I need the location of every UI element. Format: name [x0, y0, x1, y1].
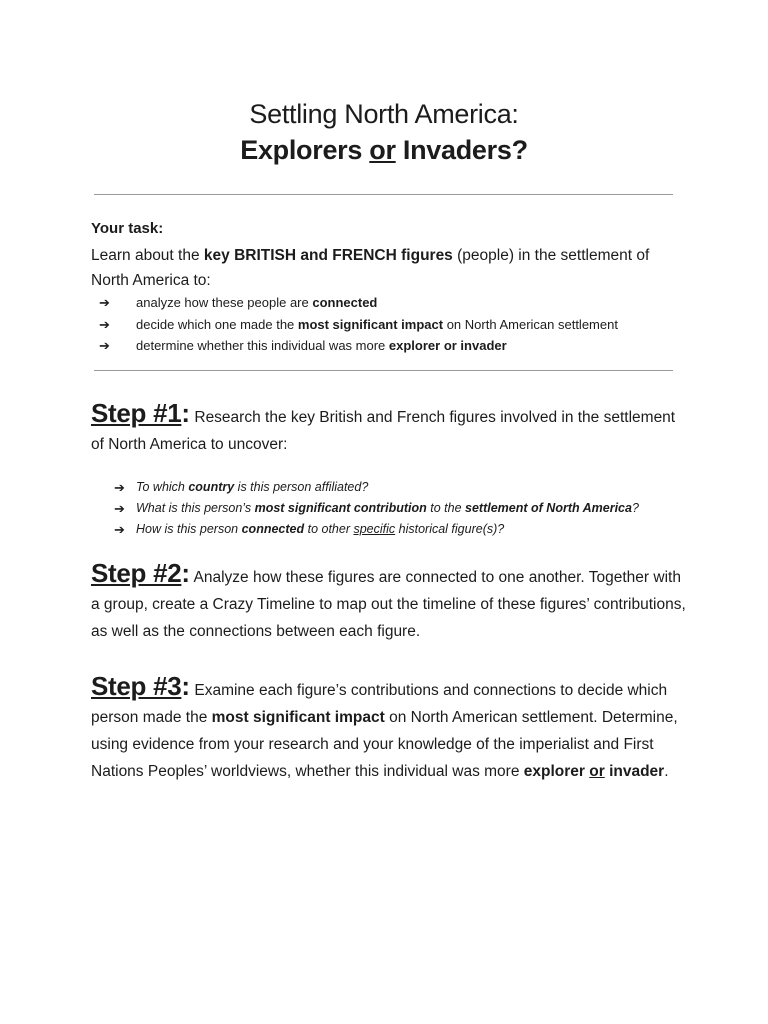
step-2: [91, 560, 691, 645]
step-1: [91, 400, 691, 458]
question-text: ?: [631, 501, 639, 515]
task-intro: [91, 243, 671, 293]
question-bold: settlement of North America: [465, 501, 632, 515]
task-intro-text: (people) in the settlement of North America to:: [91, 247, 650, 289]
question-bold: connected: [241, 522, 305, 536]
subtitle-or: or: [369, 135, 396, 165]
subtitle-part: Explorers: [240, 135, 370, 165]
question-text: What is this person’s: [136, 501, 255, 515]
item-text: determine whether this individual was more: [136, 338, 389, 353]
list-item: [114, 477, 694, 498]
step-3-or: or: [589, 763, 605, 780]
step-colon: :: [181, 558, 191, 588]
question-text: How is this person: [136, 522, 242, 536]
list-item: [91, 292, 691, 314]
step-colon: :: [181, 671, 191, 701]
step-3-bold: invader: [609, 763, 665, 780]
step-2-label: Step #2: [91, 558, 182, 588]
question-text: historical figure(s)?: [395, 522, 505, 536]
step-2-text: Analyze how these figures are connected to one another. Together with a group, create a Crazy Timeline to map out the timeline of these figures’ contributions, as well as the connections between each figure.: [91, 569, 686, 640]
task-intro-bold: key BRITISH and FRENCH figures: [203, 247, 453, 264]
arrow-icon: ➔: [99, 316, 110, 332]
step-colon: :: [181, 398, 191, 428]
arrow-icon: ➔: [114, 501, 125, 516]
item-bold: most significant impact: [297, 316, 444, 332]
step-1-text: Research the key British and French figures involved in the settlement of North America to uncover:: [91, 409, 676, 453]
question-bold: most significant contribution: [254, 501, 427, 515]
step-3-text: .: [664, 763, 669, 780]
list-item: [91, 335, 691, 357]
divider-top: [94, 194, 673, 195]
step-3-label: Step #3: [91, 671, 182, 701]
arrow-icon: ➔: [114, 522, 125, 537]
divider-middle: [94, 370, 673, 371]
task-list: [91, 292, 691, 357]
item-text: decide which one made the: [136, 316, 298, 332]
question-text: to other: [304, 522, 354, 536]
item-text: analyze how these people are: [136, 295, 313, 310]
step-3-bold: most significant impact: [211, 709, 385, 726]
subtitle-part: Invaders?: [395, 135, 528, 165]
step-3: [91, 673, 691, 785]
page-subtitle: [0, 133, 768, 167]
task-intro-text: Learn about the: [91, 247, 204, 264]
list-item: [91, 314, 691, 336]
question-text: To which: [136, 480, 189, 494]
step-3-bold: explorer: [523, 763, 585, 780]
item-bold: connected: [312, 295, 378, 310]
item-text: on North American settlement: [443, 316, 618, 332]
item-bold: explorer or invader: [388, 338, 507, 353]
list-item: [114, 519, 694, 540]
step-1-label: Step #1: [91, 398, 182, 428]
step-3-text: on North American settlement. Determine, using evidence from your research and your knowledge of the imperialist and First Nations Peoples’ worldviews, whether this individual was more: [91, 709, 678, 780]
question-text: is this person affiliated?: [234, 480, 369, 494]
arrow-icon: ➔: [99, 295, 110, 310]
task-heading: Your task:: [91, 220, 164, 237]
page-title: Settling North America:: [249, 99, 519, 129]
question-underlined: specific: [353, 522, 396, 536]
arrow-icon: ➔: [99, 338, 110, 353]
list-item: [114, 498, 694, 519]
step-3-text: Examine each figure’s contributions and connections to decide which person made the: [91, 682, 668, 726]
question-text: to the: [426, 501, 466, 515]
question-bold: country: [188, 480, 235, 494]
research-questions: [114, 477, 694, 540]
arrow-icon: ➔: [114, 480, 125, 495]
